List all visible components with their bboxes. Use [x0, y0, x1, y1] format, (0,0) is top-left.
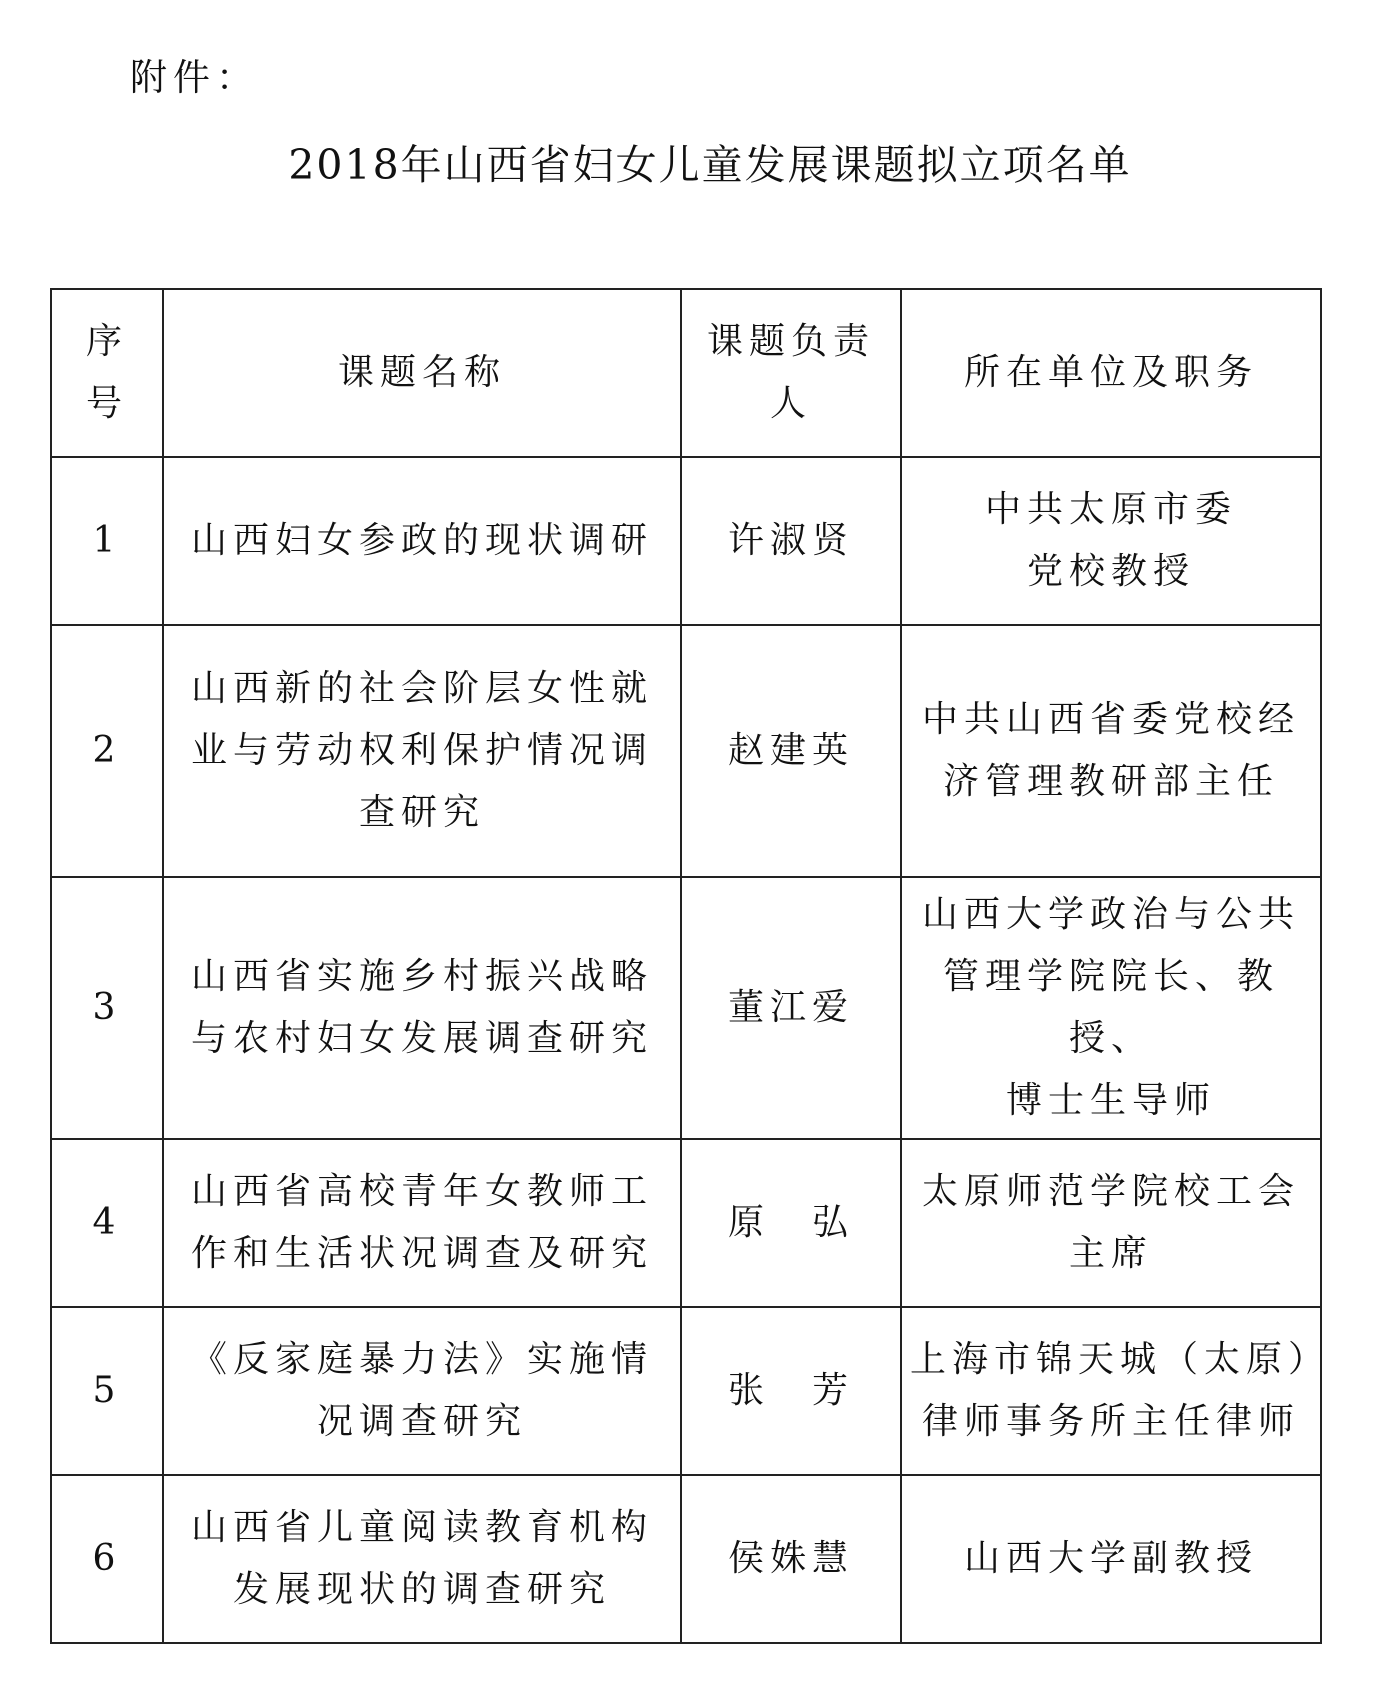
- cell-leader: 许淑贤: [681, 457, 901, 625]
- table-row: [51, 457, 1321, 625]
- table-row: [51, 1475, 1321, 1643]
- table-row: [51, 1307, 1321, 1475]
- table-row: [51, 625, 1321, 877]
- cell-seq: 2: [51, 625, 163, 877]
- cell-unit-line: 上海市锦天城（太原）: [910, 1339, 1331, 1380]
- cell-leader: 侯姝慧: [681, 1475, 901, 1643]
- cell-unit-line: 律师事务所主任律师: [921, 1401, 1300, 1442]
- cell-unit: [901, 457, 1321, 625]
- cell-name-line: 《反家庭暴力法》实施情: [190, 1339, 653, 1380]
- cell-name: [163, 1139, 681, 1307]
- cell-name: [163, 877, 681, 1139]
- cell-leader: 赵建英: [681, 625, 901, 877]
- cell-leader: 董江爱: [681, 877, 901, 1139]
- cell-unit: [901, 1475, 1321, 1643]
- table-row: [51, 877, 1321, 1139]
- header-leader-line: 人: [769, 383, 812, 424]
- cell-unit: [901, 1307, 1331, 1475]
- cell-name-line: 山西妇女参政的现状调研: [190, 520, 653, 561]
- page-title: 2018年山西省妇女儿童发展课题拟立项名单: [288, 141, 1132, 189]
- cell-leader: 原 弘: [681, 1139, 901, 1307]
- cell-seq: 6: [51, 1475, 163, 1643]
- cell-name-line: 况调查研究: [316, 1401, 527, 1442]
- cell-unit-line: 管理学院院长、教授、: [942, 956, 1279, 1059]
- cell-unit: [901, 877, 1321, 1139]
- header-leader-line: 课题负责: [706, 321, 875, 362]
- cell-name-line: 山西省实施乡村振兴战略: [190, 956, 653, 997]
- cell-seq: 3: [51, 877, 163, 1139]
- header-seq-line: 序: [85, 321, 128, 362]
- cell-unit-line: 党校教授: [1026, 551, 1195, 592]
- cell-unit-line: 济管理教研部主任: [942, 761, 1279, 802]
- header-leader: [681, 289, 901, 457]
- cell-unit-line: 山西大学政治与公共: [921, 894, 1300, 935]
- header-seq: [51, 289, 163, 457]
- cell-unit: [901, 1139, 1321, 1307]
- attachment-label: 附件：: [130, 56, 259, 99]
- cell-name-line: 山西省高校青年女教师工: [190, 1171, 653, 1212]
- header-name: 课题名称: [163, 289, 681, 457]
- table-row: [51, 1139, 1321, 1307]
- cell-name: [163, 625, 681, 877]
- header-unit: 所在单位及职务: [901, 289, 1321, 457]
- cell-name-line: 发展现状的调查研究: [232, 1569, 611, 1610]
- cell-unit-line: 博士生导师: [1005, 1080, 1216, 1121]
- cell-unit-line: 中共山西省委党校经: [921, 699, 1300, 740]
- cell-seq: 5: [51, 1307, 163, 1475]
- cell-name-line: 山西省儿童阅读教育机构: [190, 1507, 653, 1548]
- cell-unit-line: 山西大学副教授: [963, 1538, 1258, 1579]
- cell-unit-line: 太原师范学院校工会: [921, 1171, 1300, 1212]
- table-header-row: [51, 289, 1321, 457]
- header-seq-line: 号: [85, 383, 128, 424]
- cell-name: [163, 457, 681, 625]
- cell-unit-line: 主席: [1068, 1233, 1153, 1274]
- cell-unit: [901, 625, 1321, 877]
- cell-name: [163, 1475, 681, 1643]
- cell-name-line: 查研究: [358, 792, 485, 833]
- project-table: [50, 288, 1331, 1644]
- cell-seq: 1: [51, 457, 163, 625]
- cell-unit-line: 中共太原市委: [984, 489, 1237, 530]
- cell-leader: 张 芳: [681, 1307, 901, 1475]
- cell-seq: 4: [51, 1139, 163, 1307]
- cell-name-line: 作和生活状况调查及研究: [190, 1233, 653, 1274]
- cell-name-line: 山西新的社会阶层女性就: [190, 668, 653, 709]
- cell-name: [163, 1307, 681, 1475]
- cell-name-line: 业与劳动权利保护情况调: [190, 730, 653, 771]
- cell-name-line: 与农村妇女发展调查研究: [190, 1018, 653, 1059]
